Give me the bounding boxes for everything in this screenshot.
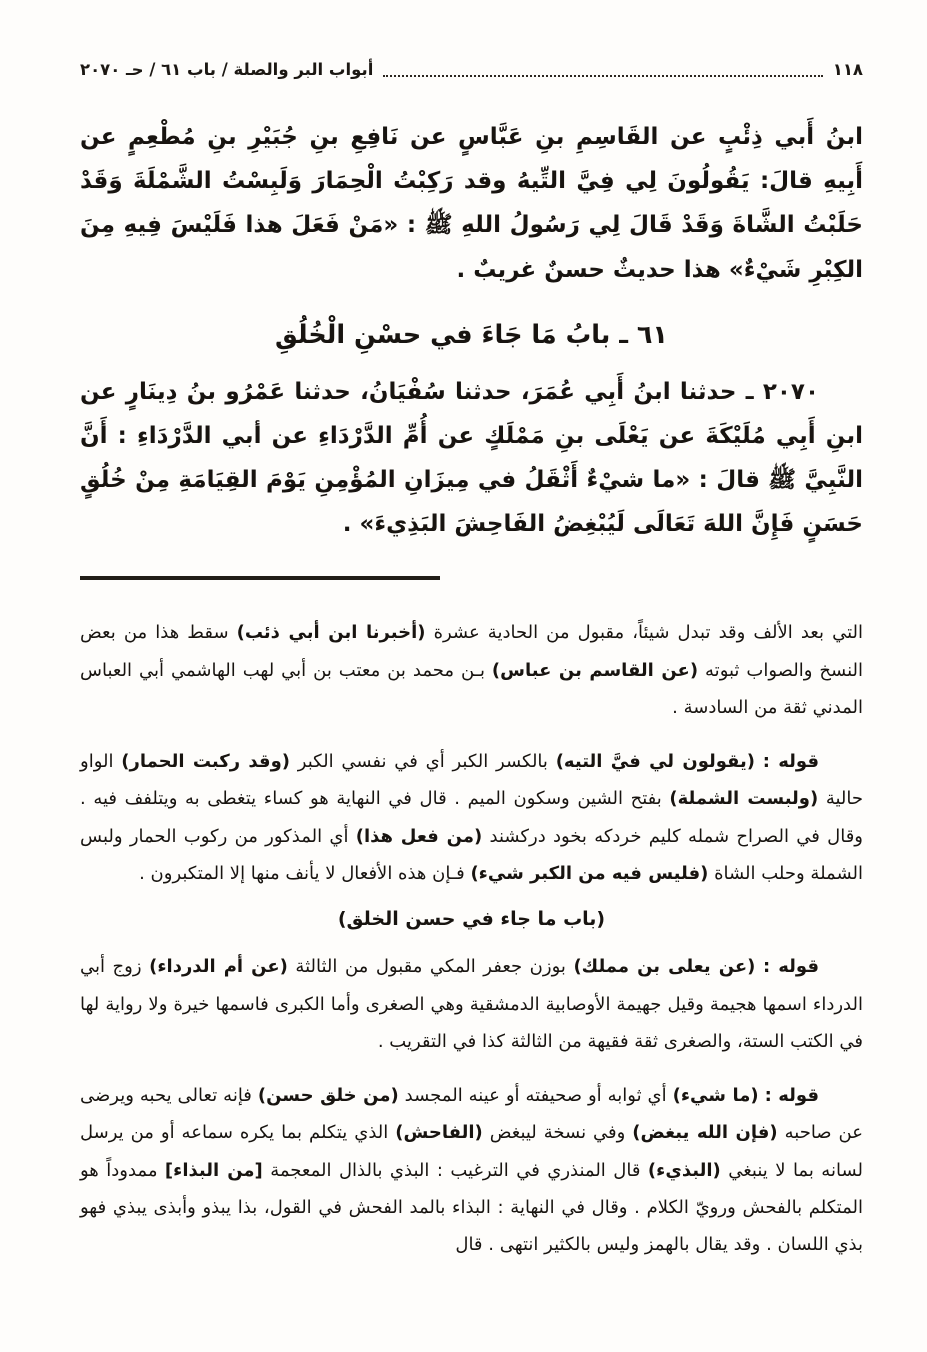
hadith-2070-paragraph: ٢٠٧٠ ـ حدثنا ابنُ أَبِي عُمَرَ، حدثنا سُفْيَانُ، حدثنا عَمْرُو بنُ دِينَارٍ عن ابنِ أَبِي مُلَيْكَةَ عن يَعْلَى بنِ مَمْلَكٍ عن أُمِّ الدَّرْدَاءِ عن أبي الدَّرْدَاءِ : أَنَّ النَّبِيَّ ﷺ قالَ : «ما شيْءٌ أَثْقَلُ في مِيزَانِ المُؤْمِنِ يَوْمَ القِيَامَةِ مِنْ خُلُقٍ حَسَنٍ فَإِنَّ اللهَ تَعَالَى لَيُبْغِضُ الفَاحِشَ البَذِيءَ» . bbox=[80, 378, 863, 538]
hadith-continuation-paragraph: ابنُ أَبي ذِئْبٍ عن القَاسِمِ بنِ عَبَّاسٍ عن نَافِعِ بنِ جُبَيْرِ بنِ مُطْعِمٍ عن أَبِيهِ قالَ: يَقُولُونَ لِي فِيَّ التِّيهُ وقد رَكِبْتُ الْحِمَارَ وَلَبِسْتُ الشَّمْلَةَ وَقَدْ حَلَبْتُ الشَّاةَ وَقَدْ قَالَ لِي رَسُولُ اللهِ ﷺ : «مَنْ فَعَلَ هذا فَلَيْسَ فِيهِ مِنَ الكِبْرِ شَيْءٌ» هذا حديثٌ حسنٌ غريبٌ . bbox=[80, 124, 863, 283]
commentary-paragraph-1: التي بعد الألف وقد تبدل شيئاً، مقبول من الحادية عشرة (أخبرنا ابن أبي ذئب) سقط هذا من بعض النسخ والصواب ثبوته (عن القاسم بن عباس) بـن محمد بن معتب بن أبي لهب الهاشمي أبي العباس المدني ثقة من السادسة . bbox=[80, 622, 863, 719]
commentary-block bbox=[80, 614, 863, 1264]
leader-dots bbox=[383, 74, 822, 77]
commentary-paragraph-2: قوله : (يقولون لي فيَّ التيه) بالكسر الكبر أي في نفسي الكبر (وقد ركبت الحمار) الواو حالية (ولبست الشملة) بفتح الشين وسكون الميم . قال في النهاية هو كساء يتغطى به ويتلفف فيه . وقال في الصراح شمله كليم خردكه بخود دركشند (من فعل هذا) أي المذكور من ركوب الحمار ولبس الشملة وحلب الشاة (فليس فيه من الكبر شيء) فـإن هذه الأفعال لا يأنف منها إلا المتكبرون . bbox=[80, 750, 863, 884]
header-title: أبواب البر والصلة / باب ٦١ / حـ ٢٠٧٠ bbox=[80, 60, 374, 79]
running-header bbox=[80, 58, 863, 81]
commentary-paragraph-4: قوله : (ما شيء) أي ثوابه أو صحيفته أو عينه المجسد (من خلق حسن) فإنه تعالى يحبه ويرضى عن صاحبه (فإن الله يبغض) وفي نسخة ليبغض (الفاحش) الذي يتكلم بما يكره سماعه أو من يرسل لسانه بما لا ينبغي (البذيء) قال المنذري في الترغيب : البذي بالذال المعجمة [من البذاء] ممدوداً هو المتكلم بالفحش ورويّ الكلام . وقال في النهاية : البذاء بالمد الفحش في القول، بذا يبذو وأبذى يبذي فهو بذي اللسان . وقد يقال بالهمز وليس بالكثير انتهى . قال bbox=[80, 1084, 863, 1256]
chapter-heading: ٦١ ـ بابُ مَا جَاءَ في حسْنِ الْخُلُقِ bbox=[275, 319, 668, 350]
commentary-center-heading: (باب ما جاء في حسن الخلق) bbox=[337, 908, 606, 931]
hadith-text-block bbox=[80, 115, 863, 546]
commentary-separator-rule bbox=[80, 576, 440, 580]
page-number: ١١٨ bbox=[832, 60, 863, 79]
commentary-paragraph-3: قوله : (عن يعلى بن مملك) بوزن جعفر المكي مقبول من الثالثة (عن أم الدرداء) زوج أبي الدرداء اسمها هجيمة وقيل جهيمة الأوصابية الدمشقية وهي الصغرى وأما الكبرى فاسمها خيرة ولا رواية لها في الكتب الستة، والصغرى ثقة فقيهة من الثالثة كذا في التقريب . bbox=[80, 956, 863, 1053]
